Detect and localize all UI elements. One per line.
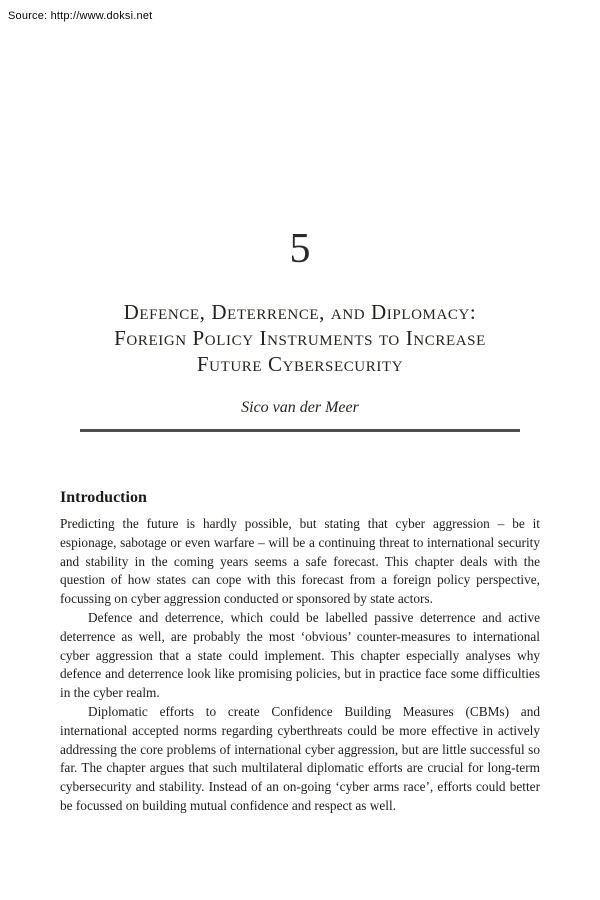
chapter-number: 5	[289, 226, 311, 272]
title-divider	[80, 429, 520, 432]
chapter-title	[40, 299, 560, 377]
paragraph-2: Defence and deterrence, which could be labelled passive deterrence and active deterrence as well, are probably the most ‘obvious’ counter-measures to international cyber aggression that a state could implement. This chapter especially analyses why defence and deterrence look like promising policies, but in practice face some difficulties in the cyber realm.	[60, 609, 540, 701]
paragraph-3: Diplomatic efforts to create Confidence Building Measures (CBMs) and international accepted norms regarding cyberthreats could be more effective in actively addressing the core problems of international cyber aggression, but are little successful so far. The chapter argues that such multilateral diplomatic efforts are crucial for long-term cybersecurity and stability. Instead of an on-going ‘cyber arms race’, efforts could better be focussed on building mutual confidence and respect as well.	[60, 703, 540, 813]
body-text	[60, 515, 540, 816]
paragraph-1: Predicting the future is hardly possible, but stating that cyber aggression – be it espionage, sabotage or even warfare – will be a continuing threat to international security and stability in the coming years seems a safe forecast. This chapter deals with the question of how states can cope with this forecast from a foreign policy perspective, focussing on cyber aggression conducted or sponsored by state actors.	[60, 516, 540, 607]
author-name: Sico van der Meer	[241, 399, 359, 416]
chapter-title-line-2: Foreign Policy Instruments to Increase	[114, 326, 486, 350]
section-heading-introduction: Introduction	[60, 489, 147, 506]
source-url-label: Source: http://www.doksi.net	[8, 10, 153, 22]
chapter-title-line-1: Defence, Deterrence, and Diplomacy:	[123, 300, 477, 324]
chapter-title-line-3: Future Cybersecurity	[196, 352, 404, 376]
